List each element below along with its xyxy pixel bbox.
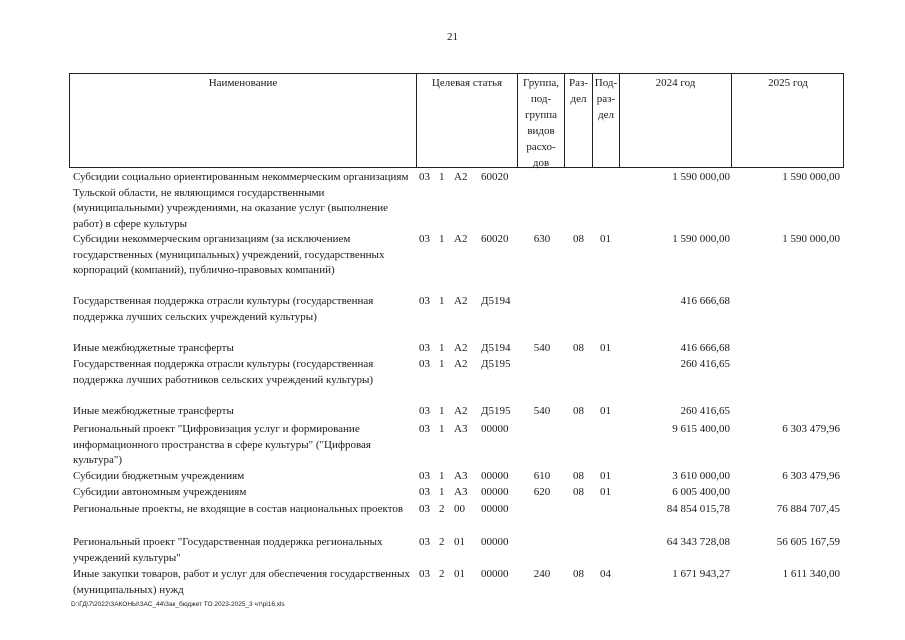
header-year-2025: 2025 год xyxy=(768,77,808,89)
row-group: 540 xyxy=(533,405,551,417)
row-section: 08 xyxy=(573,233,584,245)
header-group-line: под- xyxy=(530,93,552,105)
header-section-line: Раз- xyxy=(568,77,588,89)
header-section xyxy=(565,75,592,107)
row-cs-program: 03 xyxy=(419,568,430,580)
row-group: 540 xyxy=(533,342,551,354)
row-cs-project: А2 xyxy=(454,405,468,417)
row-name: Региональный проект "Государственная поддержка региональных учреждений культуры" xyxy=(73,536,383,564)
row-cs-direction: Д5194 xyxy=(481,342,511,354)
row-cs-type: 1 xyxy=(439,342,445,354)
row-cs-direction: 00000 xyxy=(481,470,509,482)
row-cs-direction: 00000 xyxy=(481,423,509,435)
row-cs-program: 03 xyxy=(419,423,430,435)
row-cs-project: А2 xyxy=(454,342,468,354)
row-amount-2025: 1 590 000,00 xyxy=(782,233,840,245)
row-cs-program: 03 xyxy=(419,295,430,307)
row-cs-direction: 00000 xyxy=(481,503,509,515)
row-amount-2025: 6 303 479,96 xyxy=(782,470,840,482)
row-section: 08 xyxy=(573,486,584,498)
row-amount-2024: 416 666,68 xyxy=(680,295,730,307)
row-name: Субсидии социально ориентированным некоммерческим организациям Тульской области, не являющимся государственными (муниципальными) учреждениями, на оказание услуг (выполнение работ) в сфере культуры xyxy=(73,171,409,230)
header-group xyxy=(518,75,564,171)
row-subsection: 01 xyxy=(600,233,611,245)
file-path-footer: D:\ГД\7\2022\ЗАКОНЫ\ЗАС_44\Зак_бюджет ТО 2023-2025_3 чт\рі16.xls xyxy=(71,601,285,608)
row-group: 610 xyxy=(533,470,551,482)
row-cs-program: 03 xyxy=(419,358,430,370)
row-cs-type: 1 xyxy=(439,470,445,482)
row-section: 08 xyxy=(573,342,584,354)
row-cs-project: 01 xyxy=(454,536,465,548)
row-amount-2025: 56 605 167,59 xyxy=(776,536,840,548)
row-amount-2024: 3 610 000,00 xyxy=(672,470,730,482)
row-cs-direction: 00000 xyxy=(481,486,509,498)
header-group-line: дов xyxy=(532,157,550,169)
row-cs-program: 03 xyxy=(419,233,430,245)
header-target-article: Целевая статья xyxy=(431,77,503,89)
row-amount-2024: 416 666,68 xyxy=(680,342,730,354)
header-group-line: группа xyxy=(524,109,558,121)
row-amount-2025: 6 303 479,96 xyxy=(782,423,840,435)
row-cs-program: 03 xyxy=(419,171,430,183)
row-cs-type: 1 xyxy=(439,171,445,183)
row-amount-2024: 1 671 943,27 xyxy=(672,568,730,580)
row-cs-program: 03 xyxy=(419,503,430,515)
row-name: Субсидии автономным учреждениям xyxy=(73,486,247,498)
header-group-line: Группа, xyxy=(523,77,559,89)
row-cs-project: А3 xyxy=(454,470,468,482)
page-number: 21 xyxy=(447,31,458,43)
row-group: 630 xyxy=(533,233,551,245)
row-group: 240 xyxy=(533,568,551,580)
row-section: 08 xyxy=(573,568,584,580)
row-name: Субсидии некоммерческим организациям (за исключением государственных (муниципальных) учреждений, государственных корпораций (компаний), публично-правовых компаний) xyxy=(73,233,385,276)
row-cs-project: 01 xyxy=(454,568,465,580)
row-cs-type: 1 xyxy=(439,486,445,498)
row-amount-2024: 6 005 400,00 xyxy=(672,486,730,498)
row-cs-direction: 60020 xyxy=(481,171,509,183)
row-name: Иные межбюджетные трансферты xyxy=(73,405,234,417)
row-name: Региональный проект "Цифровизация услуг и формирование информационного пространства в сфере культуры" ("Цифровая культура") xyxy=(73,423,371,466)
row-amount-2024: 84 854 015,78 xyxy=(666,503,730,515)
row-cs-direction: Д5195 xyxy=(481,358,511,370)
header-subsection xyxy=(593,75,619,123)
row-cs-project: А2 xyxy=(454,233,468,245)
row-amount-2025: 1 611 340,00 xyxy=(782,568,840,580)
row-cs-type: 1 xyxy=(439,423,445,435)
row-cs-type: 1 xyxy=(439,358,445,370)
row-section: 08 xyxy=(573,405,584,417)
row-cs-direction: 60020 xyxy=(481,233,509,245)
row-cs-program: 03 xyxy=(419,486,430,498)
row-cs-direction: Д5195 xyxy=(481,405,511,417)
row-cs-type: 1 xyxy=(439,295,445,307)
header-name: Наименование xyxy=(208,77,278,89)
row-cs-type: 2 xyxy=(439,568,445,580)
row-cs-program: 03 xyxy=(419,470,430,482)
row-amount-2024: 64 343 728,08 xyxy=(666,536,730,548)
header-section-line: дел xyxy=(570,93,587,105)
row-cs-project: 00 xyxy=(454,503,465,515)
row-cs-direction: 00000 xyxy=(481,568,509,580)
row-name: Иные закупки товаров, работ и услуг для обеспечения государственных (муниципальных) нужд xyxy=(73,568,410,596)
row-name: Государственная поддержка отрасли культуры (государственная поддержка лучших работников сельских учреждений культуры) xyxy=(73,358,374,386)
row-subsection: 01 xyxy=(600,486,611,498)
row-amount-2025: 76 884 707,45 xyxy=(776,503,840,515)
row-amount-2024: 1 590 000,00 xyxy=(672,233,730,245)
row-amount-2024: 9 615 400,00 xyxy=(672,423,730,435)
row-cs-type: 1 xyxy=(439,233,445,245)
row-cs-project: А2 xyxy=(454,358,468,370)
row-cs-type: 2 xyxy=(439,536,445,548)
row-cs-project: А2 xyxy=(454,171,468,183)
header-subsection-line: раз- xyxy=(596,93,616,105)
row-amount-2024: 1 590 000,00 xyxy=(672,171,730,183)
header-subsection-line: Под- xyxy=(594,77,618,89)
row-cs-project: А3 xyxy=(454,423,468,435)
row-subsection: 01 xyxy=(600,342,611,354)
row-subsection: 04 xyxy=(600,568,611,580)
row-name: Государственная поддержка отрасли культуры (государственная поддержка лучших сельских учреждений культуры) xyxy=(73,295,374,323)
row-cs-direction: 00000 xyxy=(481,536,509,548)
row-cs-project: А3 xyxy=(454,486,468,498)
row-cs-type: 1 xyxy=(439,405,445,417)
row-amount-2025: 1 590 000,00 xyxy=(782,171,840,183)
row-cs-program: 03 xyxy=(419,405,430,417)
header-subsection-line: дел xyxy=(598,109,614,121)
row-name: Региональные проекты, не входящие в состав национальных проектов xyxy=(73,503,404,515)
row-group: 620 xyxy=(533,486,551,498)
header-group-line: видов xyxy=(527,125,555,137)
row-cs-program: 03 xyxy=(419,536,430,548)
row-subsection: 01 xyxy=(600,470,611,482)
row-amount-2024: 260 416,65 xyxy=(680,358,730,370)
header-group-line: расхо- xyxy=(526,141,556,153)
header-bottom-border xyxy=(69,167,844,168)
row-name: Иные межбюджетные трансферты xyxy=(73,342,234,354)
row-subsection: 01 xyxy=(600,405,611,417)
row-amount-2024: 260 416,65 xyxy=(680,405,730,417)
row-section: 08 xyxy=(573,470,584,482)
header-year-2024: 2024 год xyxy=(655,77,696,89)
row-cs-program: 03 xyxy=(419,342,430,354)
row-cs-type: 2 xyxy=(439,503,445,515)
row-cs-project: А2 xyxy=(454,295,468,307)
row-cs-direction: Д5194 xyxy=(481,295,511,307)
row-name: Субсидии бюджетным учреждениям xyxy=(73,470,245,482)
